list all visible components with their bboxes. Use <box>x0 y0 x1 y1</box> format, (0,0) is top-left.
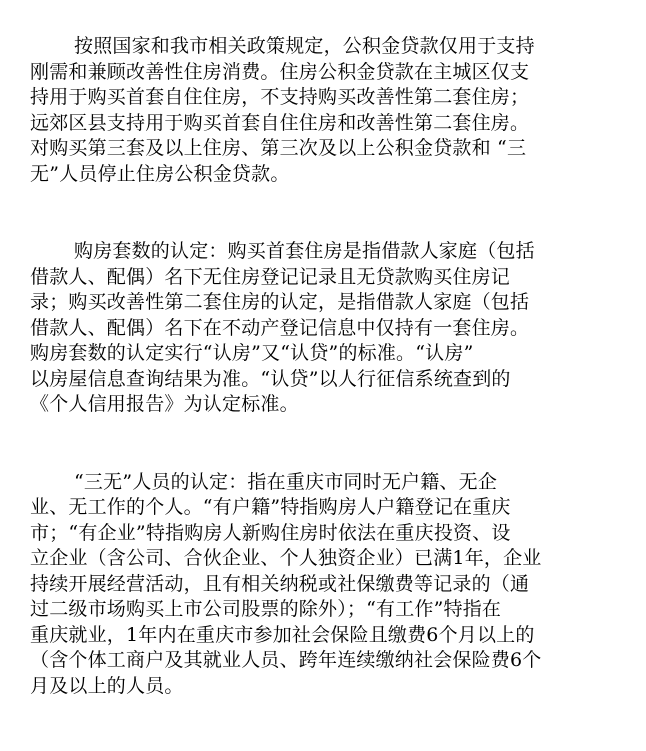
text-line: 业、无工作的个人。“有户籍”特指购房人户籍登记在重庆 <box>30 496 511 518</box>
text-line: 立企业（含公司、合伙企业、个人独资企业）已满1年，企业 <box>30 547 542 569</box>
text-line: 市；“有企业”特指购房人新购住房时依法在重庆投资、设 <box>30 521 511 544</box>
policy-document <box>30 34 630 751</box>
text-line: 录；购买改善性第二套住房的认定，是指借款人家庭（包括 <box>30 291 530 313</box>
text-line: 购房套数的认定实行“认房”又“认贷”的标准。“认房” <box>30 342 474 364</box>
text-line: 借款人、配偶）名下在不动产登记信息中仅持有一套住房。 <box>30 316 530 339</box>
text-line: 刚需和兼顾改善性住房消费。住房公积金贷款在主城区仅支 <box>30 60 530 83</box>
text-line: 持续开展经营活动，且有相关纳税或社保缴费等记录的（通 <box>30 572 530 595</box>
text-line: （含个体工商户及其就业人员、跨年连续缴纳社会保险费6个 <box>30 649 542 671</box>
text-line: 对购买第三套及以上住房、第三次及以上公积金贷款和 “三 <box>30 137 527 159</box>
text-line: 远郊区县支持用于购买首套自住住房和改善性第二套住房。 <box>30 111 530 134</box>
text-line: 月及以上的人员。 <box>30 674 184 697</box>
text-line: 《个人信用报告》为认定标准。 <box>30 393 299 415</box>
text-line: 以房屋信息查询结果为准。“认贷”以人行征信系统查到的 <box>30 367 511 390</box>
text-line: 借款人、配偶）名下无住房登记记录且无贷款购买住房记 <box>30 265 511 288</box>
text-line: 重庆就业，1年内在重庆市参加社会保险且缴费6个月以上的 <box>30 623 535 646</box>
text-line: 过二级市场购买上市公司股票的除外）；“有工作”特指在 <box>30 598 502 620</box>
text-line: 持用于购买首套自住住房，不支持购买改善性第二套住房； <box>30 86 530 108</box>
paragraph-loan-policy <box>30 34 630 187</box>
paragraph-house-count <box>30 239 630 418</box>
text-line: “三无”人员的认定：指在重庆市同时无户籍、无企 <box>74 470 498 493</box>
paragraph-three-none <box>30 470 630 700</box>
text-line: 无”人员停止住房公积金贷款。 <box>30 162 290 185</box>
text-line: 购房套数的认定：购买首套住房是指借款人家庭（包括 <box>74 240 535 262</box>
text-line: 按照国家和我市相关政策规定，公积金贷款仅用于支持 <box>74 35 535 57</box>
